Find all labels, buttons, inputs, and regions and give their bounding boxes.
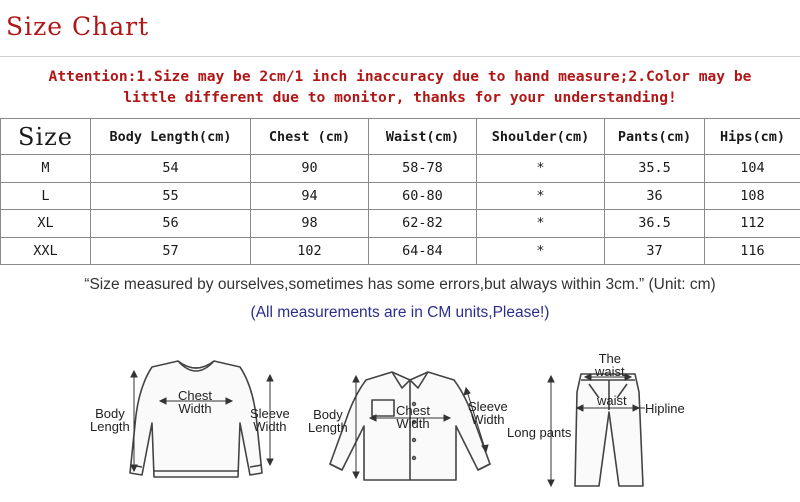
size-table [0,118,800,265]
cell-shoulder: * [477,155,605,183]
cell-body-length: 55 [91,182,251,210]
cell-chest: 94 [251,182,369,210]
cell-body-length: 54 [91,155,251,183]
attention-line-1: Attention:1.Size may be 2cm/1 inch inaccuracy due to hand measure;2.Color may be [48,68,752,85]
cell-pants: 36.5 [605,210,705,238]
cell-body-length: 57 [91,237,251,265]
cell-pants: 37 [605,237,705,265]
label-line: Body [95,406,125,421]
cell-size: XL [1,210,91,238]
pants-diagram [505,350,695,490]
header-waist: Waist(cm) [369,119,477,155]
cell-waist: 58-78 [369,155,477,183]
header-shoulder: Shoulder(cm) [477,119,605,155]
label-line: Body [313,407,343,422]
table-row [1,155,800,183]
cell-body-length: 56 [91,210,251,238]
label-line: Width [178,401,212,416]
cell-size: M [1,155,91,183]
pants-the-waist-label [595,352,625,378]
header-pants: Pants(cm) [605,119,705,155]
label-line: Length [90,419,130,434]
measurement-note: “Size measured by ourselves,sometimes has some errors,but always within 3cm.” (Unit: cm) [84,276,716,293]
cell-shoulder: * [477,210,605,238]
sweater-sleeve-width-label [250,407,290,433]
cell-size: L [1,182,91,210]
cell-waist: 60-80 [369,182,477,210]
pants-hipline-label: Hipline [645,401,685,416]
attention-line-2: little different due to monitor, thanks for your understanding! [123,89,677,106]
title-divider [0,56,800,57]
cell-hips: 116 [705,237,800,265]
label-line: Sleeve [468,399,508,414]
table-row [1,210,800,238]
cell-hips: 108 [705,182,800,210]
cell-chest: 98 [251,210,369,238]
table-row [1,182,800,210]
shirt-body-length-label [308,408,348,434]
label-line: Sleeve [250,406,290,421]
shirt-chest-width-label [396,404,430,430]
header-chest: Chest (cm) [251,119,369,155]
cell-pants: 36 [605,182,705,210]
header-hips: Hips(cm) [705,119,800,155]
label-line: Length [308,420,348,435]
pants-waist-label: waist [597,393,627,408]
cell-shoulder: * [477,182,605,210]
cell-chest: 102 [251,237,369,265]
cell-waist: 62-82 [369,210,477,238]
label-line: Width [396,416,430,431]
cell-chest: 90 [251,155,369,183]
label-line: Chest [396,403,430,418]
label-line: Width [471,412,505,427]
cell-hips: 112 [705,210,800,238]
cell-shoulder: * [477,237,605,265]
sweater-diagram [86,345,296,490]
label-line: Chest [178,388,212,403]
cell-pants: 35.5 [605,155,705,183]
cell-hips: 104 [705,155,800,183]
units-note: (All measurements are in CM units,Please!) [250,304,550,321]
label-line: waist [595,364,625,379]
shirt-sleeve-width-label [468,400,508,426]
header-size: Size [1,119,91,155]
table-header-row [1,119,800,155]
table-row [1,237,800,265]
sweater-chest-width-label [178,389,212,415]
cell-waist: 64-84 [369,237,477,265]
header-body-length: Body Length(cm) [91,119,251,155]
shirt-diagram [306,360,516,490]
label-line: The [598,351,622,366]
cell-size: XXL [1,237,91,265]
label-line: Width [253,419,287,434]
page-title: Size Chart [6,12,150,41]
attention-notice [0,66,800,108]
pants-long-pants-label: Long pants [507,425,572,440]
sweater-body-length-label [90,407,130,433]
